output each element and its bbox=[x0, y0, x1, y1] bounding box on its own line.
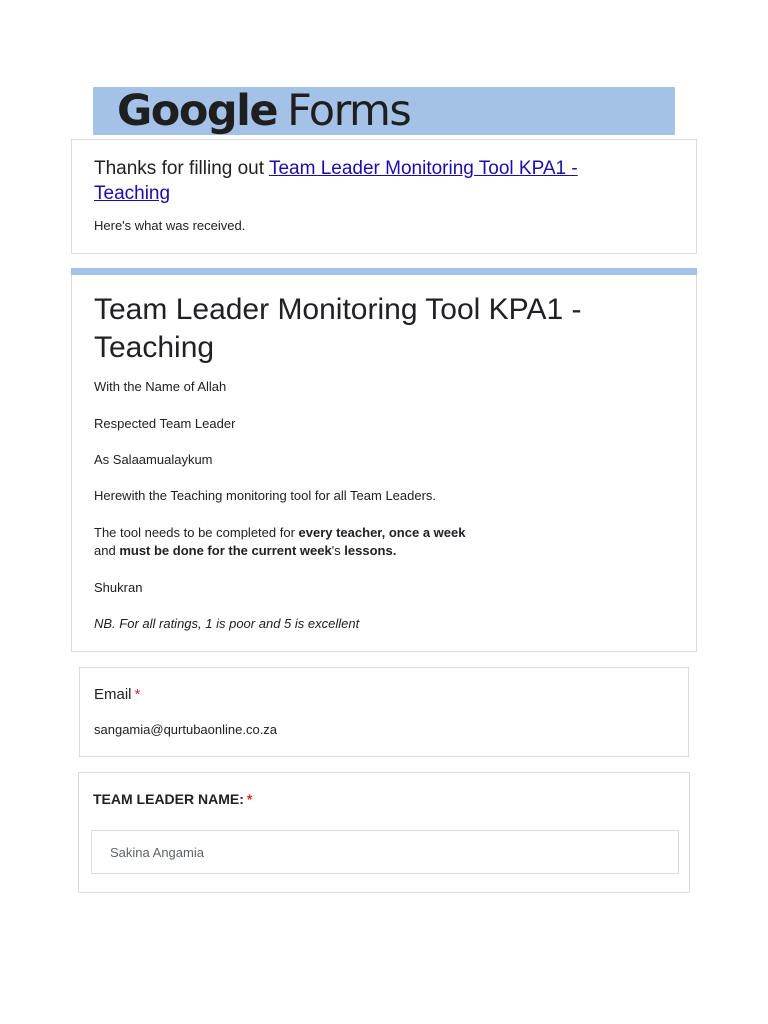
form-accent-bar bbox=[71, 268, 697, 275]
received-note: Here's what was received. bbox=[94, 218, 246, 233]
description-line: Herewith the Teaching monitoring tool for all Team Leaders. bbox=[94, 488, 437, 503]
required-asterisk: * bbox=[246, 791, 253, 807]
description-line: Shukran bbox=[94, 580, 143, 595]
confirmation-card bbox=[71, 139, 697, 254]
email-answer: sangamia@qurtubaonline.co.za bbox=[94, 722, 278, 737]
team-leader-label-text: TEAM LEADER NAME: bbox=[93, 791, 244, 807]
description-line bbox=[94, 524, 465, 542]
thanks-prefix: Thanks for filling out bbox=[94, 158, 269, 179]
description-text: and bbox=[94, 543, 120, 558]
team-leader-label bbox=[93, 791, 252, 807]
logo-forms-text: Forms bbox=[287, 86, 411, 136]
team-leader-answer: Sakina Angamia bbox=[110, 845, 204, 860]
description-line bbox=[94, 542, 396, 560]
description-emphasis: lessons. bbox=[344, 543, 397, 558]
description-emphasis: every teacher, once a week bbox=[298, 525, 466, 540]
description-text: 's bbox=[331, 543, 345, 558]
email-label bbox=[94, 686, 140, 703]
ratings-note: NB. For all ratings, 1 is poor and 5 is excellent bbox=[94, 616, 360, 631]
description-line: As Salaamualaykum bbox=[94, 452, 213, 467]
thanks-message bbox=[94, 156, 654, 206]
required-asterisk: * bbox=[134, 686, 141, 703]
description-emphasis: must be done for the current week bbox=[119, 543, 332, 558]
description-line: With the Name of Allah bbox=[94, 379, 227, 394]
form-link[interactable]: Team Leader Monitoring Tool KPA1 - Teaching bbox=[94, 158, 578, 204]
form-header-card bbox=[71, 275, 697, 652]
google-forms-logo bbox=[117, 87, 410, 135]
logo-google-text: Google bbox=[117, 86, 278, 136]
email-question-card bbox=[79, 667, 689, 757]
form-title: Team Leader Monitoring Tool KPA1 - Teaching bbox=[94, 293, 582, 364]
description-line: Respected Team Leader bbox=[94, 416, 236, 431]
team-leader-question-card bbox=[78, 772, 690, 893]
google-forms-header bbox=[93, 87, 675, 135]
email-label-text: Email bbox=[94, 686, 132, 703]
team-leader-answer-box bbox=[91, 830, 679, 874]
description-text: The tool needs to be completed for bbox=[94, 525, 299, 540]
